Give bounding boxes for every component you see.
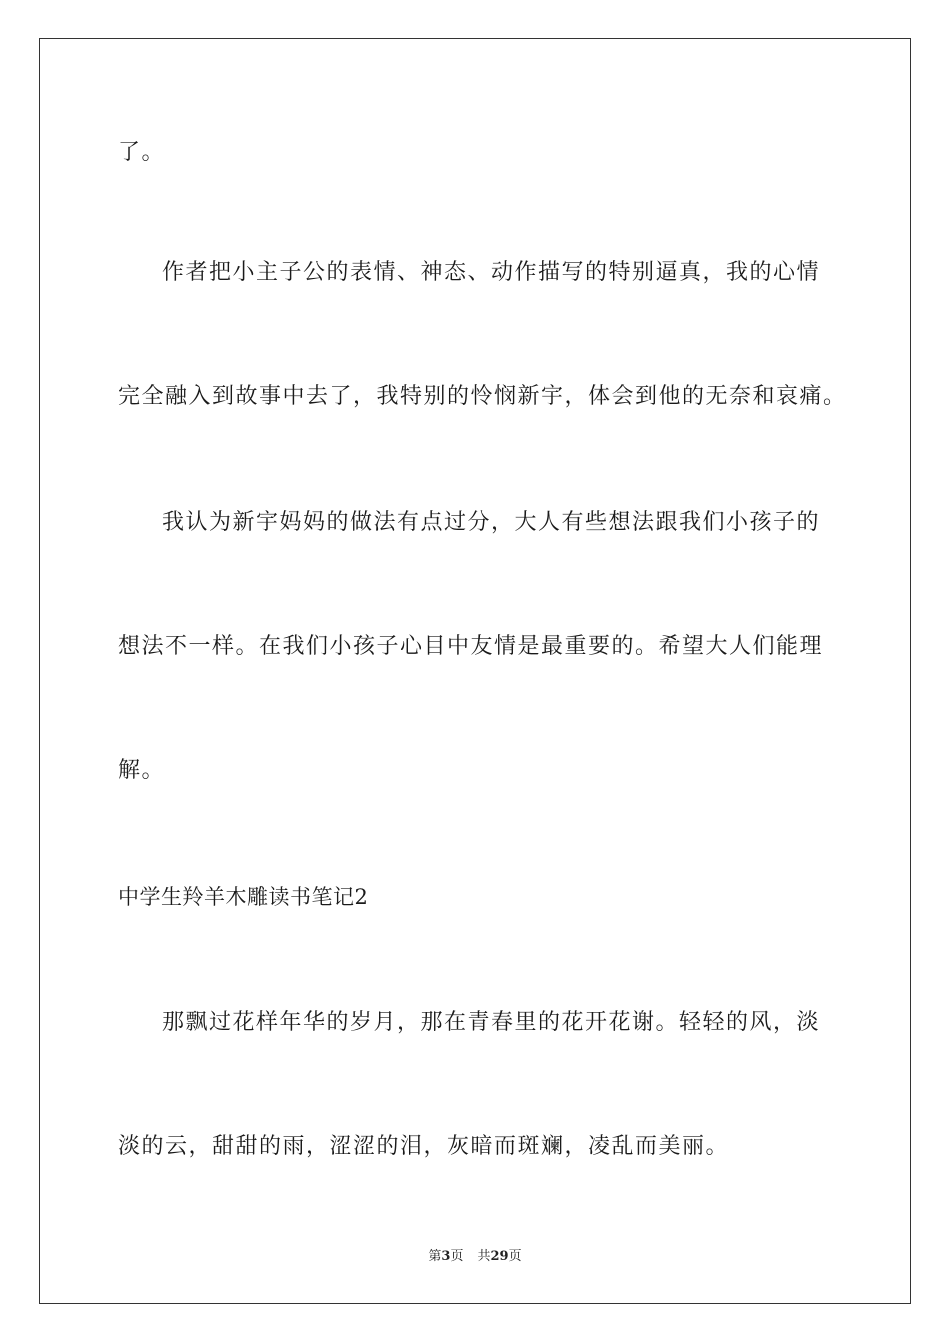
paragraph-line: 了。: [118, 140, 166, 165]
page-footer: [0, 1248, 950, 1266]
paragraph-line: 作者把小主子公的表情、神态、动作描写的特别逼真，我的心情: [162, 260, 821, 285]
footer-total-prefix: 共: [477, 1249, 491, 1264]
paragraph-line: 完全融入到故事中去了，我特别的怜悯新宇，体会到他的无奈和哀痛。: [118, 384, 847, 409]
footer-total-pages: 29: [490, 1249, 509, 1264]
paragraph-line: 解。: [118, 758, 166, 783]
paragraph-line: 想法不一样。在我们小孩子心目中友情是最重要的。希望大人们能理: [118, 634, 824, 659]
section-heading: 中学生羚羊木雕读书笔记2: [118, 885, 369, 909]
footer-page-number: 3: [441, 1249, 451, 1264]
footer-page-prefix: 第: [428, 1249, 442, 1264]
paragraph-line: 那飘过花样年华的岁月，那在青春里的花开花谢。轻轻的风，淡: [162, 1010, 821, 1035]
footer-page-suffix: 页: [450, 1249, 464, 1264]
footer-total-suffix: 页: [508, 1249, 522, 1264]
paragraph-line: 淡的云，甜甜的雨，涩涩的泪，灰暗而斑斓，凌乱而美丽。: [118, 1134, 730, 1159]
paragraph-line: 我认为新宇妈妈的做法有点过分，大人有些想法跟我们小孩子的: [162, 510, 821, 535]
page-border: [39, 38, 911, 1304]
